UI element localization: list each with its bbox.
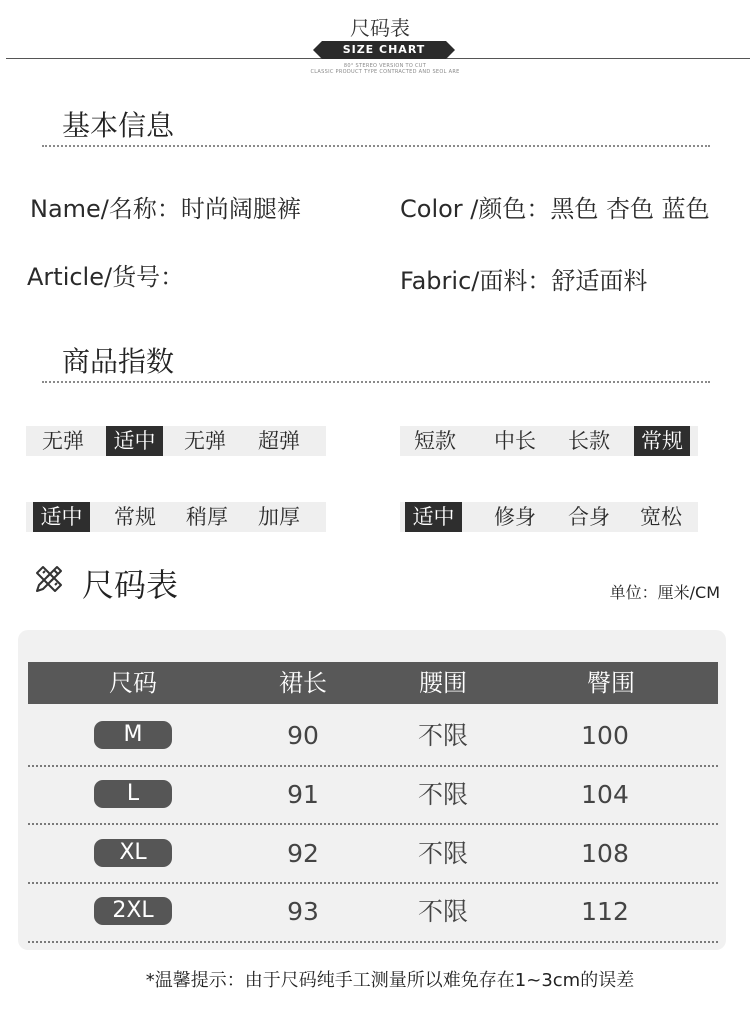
thickness-option: 常规 <box>114 505 156 529</box>
fit-option: 修身 <box>494 505 536 529</box>
header-skirt-length: 裙长 <box>279 669 327 697</box>
product-article: Article/货号： <box>27 263 185 291</box>
basic-info-title: 基本信息 <box>62 109 175 142</box>
size-badge: L <box>94 780 172 808</box>
dotted-divider <box>42 381 710 383</box>
table-row <box>28 823 718 881</box>
dotted-divider <box>42 145 710 147</box>
elasticity-option: 超弹 <box>258 429 300 453</box>
length-option: 中长 <box>494 429 536 453</box>
unit-label: 单位：厘米/CM <box>609 583 720 602</box>
table-cell: 不限 <box>417 780 468 809</box>
size-table-header <box>28 662 718 704</box>
thickness-scale <box>26 502 326 532</box>
header-size: 尺码 <box>109 669 157 697</box>
header-small-line-2: CLASSIC PRODUCT TYPE CONTRACTED AND SEOL ARE <box>310 69 460 75</box>
table-row <box>28 881 718 939</box>
size-badge: XL <box>94 839 172 867</box>
thickness-option: 稍厚 <box>186 505 228 529</box>
product-fabric: Fabric/面料：舒适面料 <box>400 267 648 295</box>
fit-option: 宽松 <box>640 505 682 529</box>
header-hip: 臀围 <box>587 669 635 697</box>
table-cell: 不限 <box>417 897 468 926</box>
length-option: 长款 <box>568 429 610 453</box>
table-cell: 93 <box>287 897 319 926</box>
fit-option: 适中 <box>405 502 462 532</box>
header-waist: 腰围 <box>419 669 467 697</box>
ribbon-label: SIZE CHART <box>342 43 426 56</box>
product-name: Name/名称：时尚阔腿裤 <box>30 195 301 223</box>
table-cell: 92 <box>287 839 319 868</box>
elasticity-option: 适中 <box>106 426 163 456</box>
ruler-pencil-icon <box>33 563 65 595</box>
table-cell: 100 <box>581 721 629 750</box>
table-cell: 91 <box>287 780 319 809</box>
thickness-option: 适中 <box>33 502 90 532</box>
size-chart-ribbon <box>322 41 446 59</box>
length-option: 常规 <box>634 426 690 456</box>
table-row <box>28 764 718 822</box>
row-divider <box>28 941 718 943</box>
elasticity-option: 无弹 <box>42 429 84 453</box>
page-title: 尺码表 <box>350 16 410 40</box>
product-index-title: 商品指数 <box>62 345 175 378</box>
table-cell: 112 <box>581 897 629 926</box>
length-scale <box>400 426 698 456</box>
size-chart-title: 尺码表 <box>82 566 179 604</box>
table-cell: 不限 <box>417 839 468 868</box>
size-badge: 2XL <box>94 897 172 925</box>
table-cell: 不限 <box>417 721 468 750</box>
table-cell: 104 <box>581 780 629 809</box>
length-option: 短款 <box>414 429 456 453</box>
measurement-note: *温馨提示：由于尺码纯手工测量所以难免存在1~3cm的误差 <box>145 970 635 991</box>
size-badge: M <box>94 721 172 749</box>
fit-scale <box>400 502 698 532</box>
header-small-line-1: 80° STEREO VERSION TO CUT <box>343 63 427 69</box>
fit-option: 合身 <box>568 505 610 529</box>
table-cell: 108 <box>581 839 629 868</box>
thickness-option: 加厚 <box>258 505 300 529</box>
elasticity-option: 无弹 <box>184 429 226 453</box>
product-colors: Color /颜色：黑色 杏色 蓝色 <box>400 195 710 223</box>
elasticity-scale <box>26 426 326 456</box>
table-row <box>28 705 718 763</box>
table-cell: 90 <box>287 721 319 750</box>
